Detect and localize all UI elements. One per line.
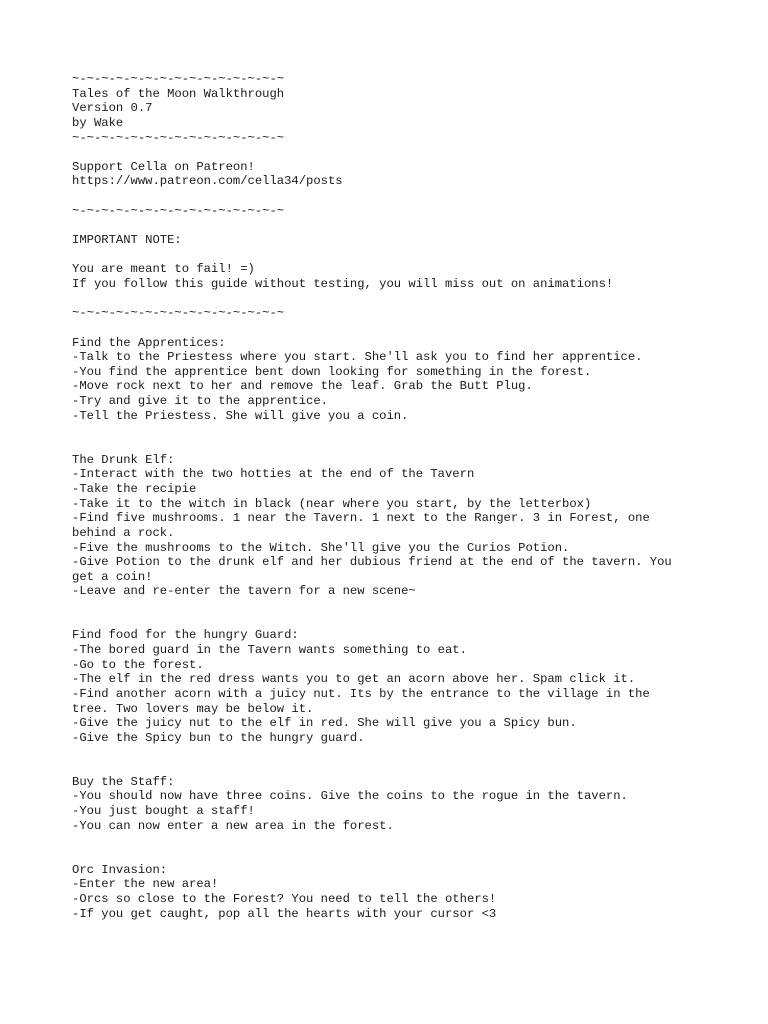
blank-line xyxy=(72,833,712,848)
blank-line xyxy=(72,145,712,160)
blank-line xyxy=(72,218,712,233)
blank-line xyxy=(72,614,712,629)
text-line: ~-~-~-~-~-~-~-~-~-~-~-~-~-~-~ xyxy=(72,72,285,86)
text-line: -Five the mushrooms to the Witch. She'll give you the Curios Potion. xyxy=(72,540,570,555)
blank-line xyxy=(72,760,712,775)
text-line: Support Cella on Patreon! xyxy=(72,159,255,174)
text-line: Version 0.7 xyxy=(72,101,153,116)
blank-line xyxy=(72,438,712,453)
text-line: -Go to the forest. xyxy=(72,657,204,672)
text-line: The Drunk Elf: xyxy=(72,452,175,467)
text-line: -You find the apprentice bent down looking for something in the forest. xyxy=(72,364,592,379)
text-line: -Find another acorn with a juicy nut. Its by the entrance to the village in the xyxy=(72,686,650,701)
text-line: Find the Apprentices: xyxy=(72,335,226,350)
text-line: behind a rock. xyxy=(72,525,175,540)
text-line: -Give the Spicy bun to the hungry guard. xyxy=(72,730,365,745)
text-line: ~-~-~-~-~-~-~-~-~-~-~-~-~-~-~ xyxy=(72,203,285,218)
text-line: -Take it to the witch in black (near where you start, by the letterbox) xyxy=(72,496,592,511)
blank-line xyxy=(72,848,712,863)
text-line: -Give the juicy nut to the elf in red. She will give you a Spicy bun. xyxy=(72,716,577,731)
blank-line xyxy=(72,292,712,307)
text-line: ~-~-~-~-~-~-~-~-~-~-~-~-~-~-~ xyxy=(72,306,285,321)
text-line: ~-~-~-~-~-~-~-~-~-~-~-~-~-~-~ xyxy=(72,130,285,145)
text-line: -Take the recipie xyxy=(72,481,197,496)
blank-line xyxy=(72,423,712,438)
text-line: You are meant to fail! =) xyxy=(72,262,255,277)
blank-line xyxy=(72,189,712,204)
text-line: Find food for the hungry Guard: xyxy=(72,628,299,643)
text-line: Buy the Staff: xyxy=(72,774,175,789)
text-line: -You can now enter a new area in the forest. xyxy=(72,818,394,833)
text-line: -Leave and re-enter the tavern for a new scene~ xyxy=(72,584,416,599)
text-line: -Enter the new area! xyxy=(72,877,219,892)
text-line: -Tell the Priestess. She will give you a coin. xyxy=(72,408,409,423)
text-line: Tales of the Moon Walkthrough xyxy=(72,86,285,101)
text-line: -Find five mushrooms. 1 near the Tavern. 1 next to the Ranger. 3 in Forest, one xyxy=(72,511,650,526)
text-line: -Talk to the Priestess where you start. She'll ask you to find her apprentice. xyxy=(72,350,643,365)
text-line: -You should now have three coins. Give the coins to the rogue in the tavern. xyxy=(72,789,628,804)
text-line: tree. Two lovers may be below it. xyxy=(72,701,314,716)
walkthrough-document xyxy=(72,72,712,921)
text-line: -You just bought a staff! xyxy=(72,804,255,819)
text-line: https://www.patreon.com/cella34/posts xyxy=(72,174,343,189)
text-line: IMPORTANT NOTE: xyxy=(72,233,182,248)
text-line: -Orcs so close to the Forest? You need to tell the others! xyxy=(72,891,497,906)
text-line: get a coin! xyxy=(72,569,153,584)
text-line: -Give Potion to the drunk elf and her dubious friend at the end of the tavern. You xyxy=(72,555,672,570)
text-line: -If you get caught, pop all the hearts with your cursor <3 xyxy=(72,906,497,921)
text-line: by Wake xyxy=(72,115,124,130)
text-line: -Move rock next to her and remove the leaf. Grab the Butt Plug. xyxy=(72,379,533,394)
text-line: -The elf in the red dress wants you to get an acorn above her. Spam click it. xyxy=(72,672,636,687)
text-line: -Try and give it to the apprentice. xyxy=(72,394,328,409)
text-line: -Interact with the two hotties at the end of the Tavern xyxy=(72,467,475,482)
text-line: If you follow this guide without testing, you will miss out on animations! xyxy=(72,276,614,291)
blank-line xyxy=(72,745,712,760)
blank-line xyxy=(72,321,712,336)
blank-line xyxy=(72,599,712,614)
blank-line xyxy=(72,248,712,263)
text-line: Orc Invasion: xyxy=(72,862,168,877)
text-line: -The bored guard in the Tavern wants something to eat. xyxy=(72,642,467,657)
